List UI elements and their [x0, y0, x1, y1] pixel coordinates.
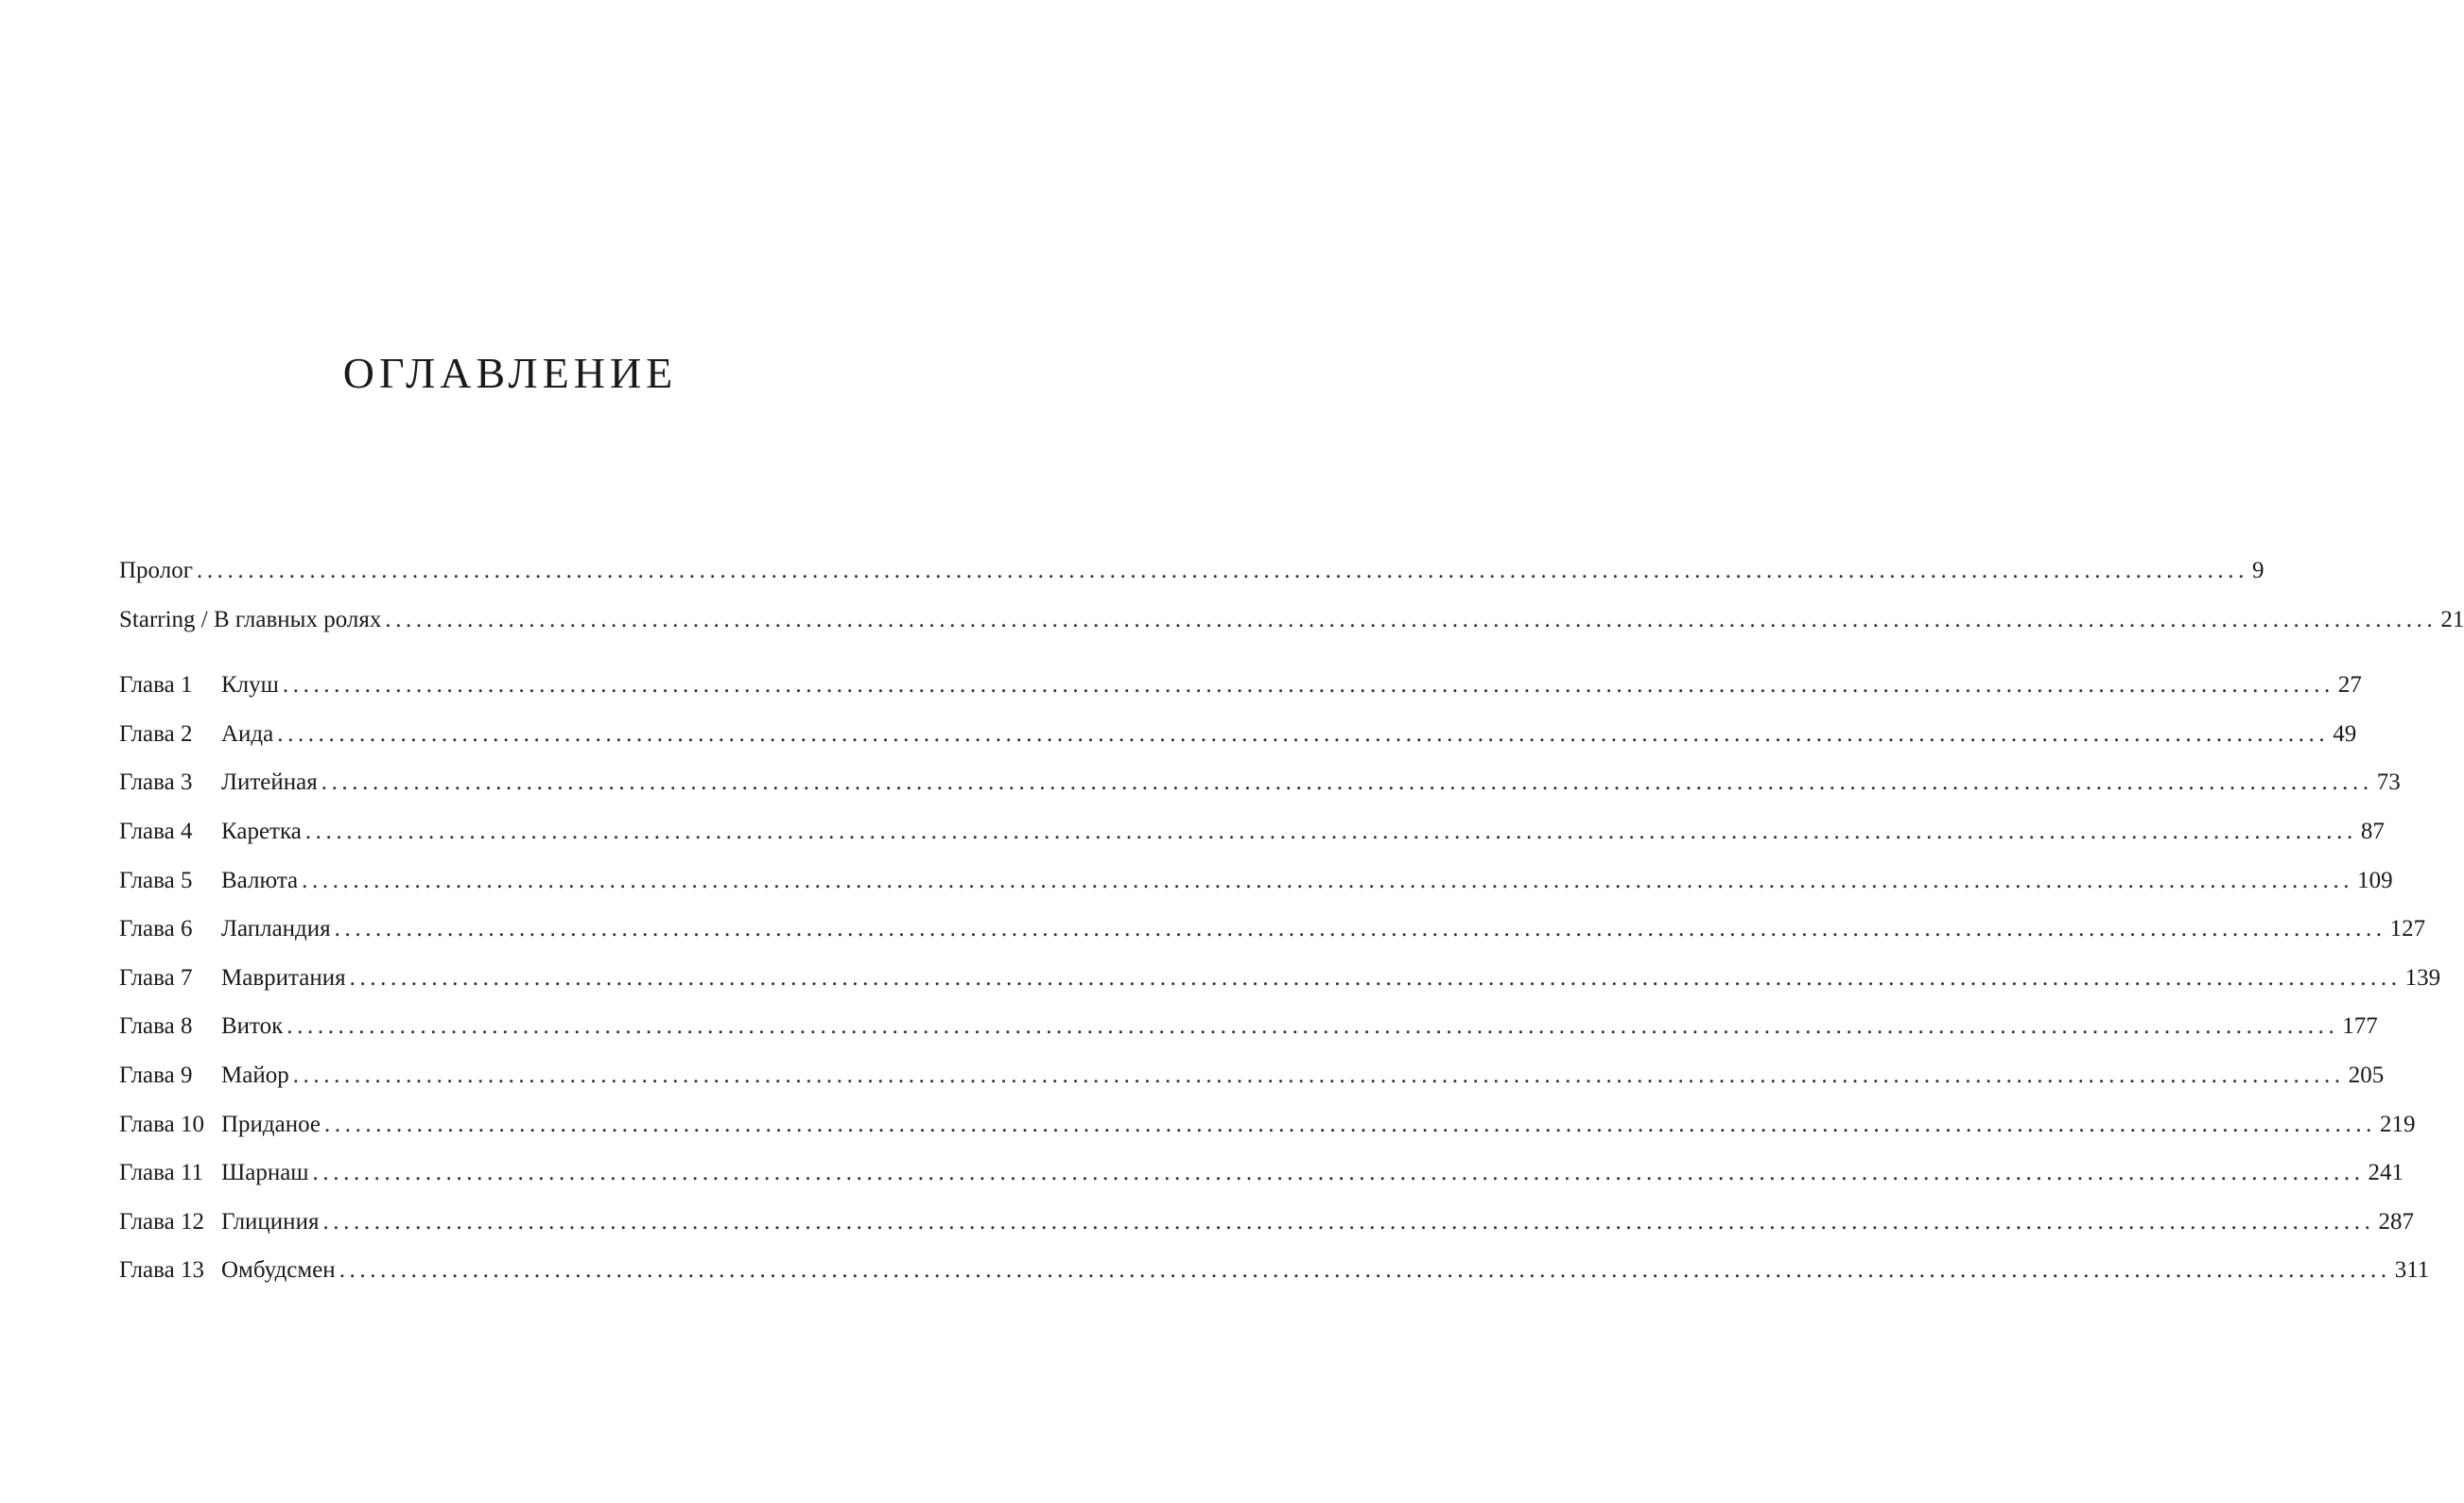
dot-leader: ........................................................................................................................................................................................................ [196, 558, 2248, 583]
dot-leader: ........................................................................................................................................................................................................ [292, 1062, 2345, 1088]
entry-title: Каретка [221, 818, 302, 844]
entry-title: Майор [221, 1062, 289, 1088]
entry-title: Омбудсмен [221, 1257, 336, 1284]
toc-entry-chapter-1 [119, 666, 2362, 716]
dot-leader: ........................................................................................................................................................................................................ [324, 1111, 2377, 1137]
page-number: 49 [2333, 720, 2357, 747]
toc-entry-chapter-3 [119, 764, 2401, 813]
dot-leader: ........................................................................................................................................................................................................ [334, 916, 2386, 942]
entry-title: Шарнаш [221, 1160, 309, 1186]
chapter-label: Глава 5 [119, 867, 193, 893]
page-number: 205 [2348, 1062, 2385, 1088]
chapter-label: Глава 6 [119, 916, 193, 942]
toc-entry-chapter-8 [119, 1008, 2378, 1057]
toc-entry-prologue [119, 552, 2264, 601]
dot-leader: ........................................................................................................................................................................................................ [277, 720, 2330, 747]
page-number: 287 [2378, 1208, 2414, 1235]
toc-entry-chapter-4 [119, 813, 2385, 862]
toc-entry-chapter-12 [119, 1203, 2414, 1252]
chapter-label: Глава 13 [119, 1257, 204, 1284]
entry-title: Starring / В главных ролях [119, 606, 382, 632]
entry-title: Глициния [221, 1208, 320, 1235]
dot-leader: ........................................................................................................................................................................................................ [302, 867, 2354, 893]
page-number: 177 [2342, 1013, 2378, 1040]
entry-title: Клуш [221, 672, 279, 699]
entry-title: Приданое [221, 1111, 321, 1137]
dot-leader: ........................................................................................................................................................................................................ [286, 1013, 2339, 1040]
dot-leader: ........................................................................................................................................................................................................ [321, 769, 2373, 796]
toc-entry-chapter-7 [119, 959, 2441, 1009]
entry-title: Виток [221, 1013, 284, 1040]
dot-leader: ........................................................................................................................................................................................................ [282, 672, 2334, 699]
page-number: 27 [2337, 672, 2362, 699]
toc-entry-chapter-5 [119, 862, 2393, 911]
entry-title: Мавритания [221, 964, 346, 991]
chapter-label: Глава 9 [119, 1062, 193, 1088]
dot-leader: ........................................................................................................................................................................................................ [312, 1160, 2365, 1186]
entry-title: Валюта [221, 867, 299, 893]
toc-entry-chapter-2 [119, 716, 2357, 765]
entry-title: Лапландия [221, 916, 331, 942]
page-number: 87 [2360, 818, 2385, 844]
page-number: 21 [2440, 606, 2464, 632]
chapter-label: Глава 7 [119, 964, 193, 991]
toc-entry-chapter-13 [119, 1252, 2430, 1301]
chapter-label: Глава 2 [119, 720, 193, 747]
chapter-label: Глава 4 [119, 818, 193, 844]
chapter-label: Глава 12 [119, 1208, 204, 1235]
page-number: 9 [2251, 558, 2264, 583]
page-title: ОГЛАВЛЕНИЕ [342, 349, 678, 397]
chapter-label: Глава 10 [119, 1111, 204, 1137]
toc-entry-starring [119, 601, 2464, 650]
toc-entry-chapter-11 [119, 1154, 2404, 1203]
entry-title: Пролог [119, 558, 193, 583]
entry-title: Литейная [221, 769, 318, 796]
entry-title: Аида [221, 720, 274, 747]
chapter-label: Глава 3 [119, 769, 193, 796]
toc-entry-chapter-6 [119, 910, 2426, 959]
toc-entry-chapter-10 [119, 1106, 2416, 1155]
page-number: 311 [2394, 1257, 2430, 1284]
table-of-contents [119, 552, 2464, 1301]
page-number: 241 [2368, 1160, 2404, 1186]
page-number: 139 [2404, 964, 2441, 991]
chapter-label: Глава 8 [119, 1013, 193, 1040]
page-number: 219 [2380, 1111, 2416, 1137]
page-number: 109 [2357, 867, 2393, 893]
page-number: 73 [2376, 769, 2401, 796]
chapter-label: Глава 11 [119, 1160, 204, 1186]
dot-leader: ........................................................................................................................................................................................................ [385, 606, 2438, 632]
page-number: 127 [2389, 916, 2426, 942]
dot-leader: ........................................................................................................................................................................................................ [322, 1208, 2375, 1235]
toc-entry-chapter-9 [119, 1057, 2385, 1106]
dot-leader: ........................................................................................................................................................................................................ [338, 1257, 2391, 1284]
dot-leader: ........................................................................................................................................................................................................ [349, 964, 2402, 991]
chapter-label: Глава 1 [119, 672, 193, 699]
dot-leader: ........................................................................................................................................................................................................ [304, 818, 2357, 844]
